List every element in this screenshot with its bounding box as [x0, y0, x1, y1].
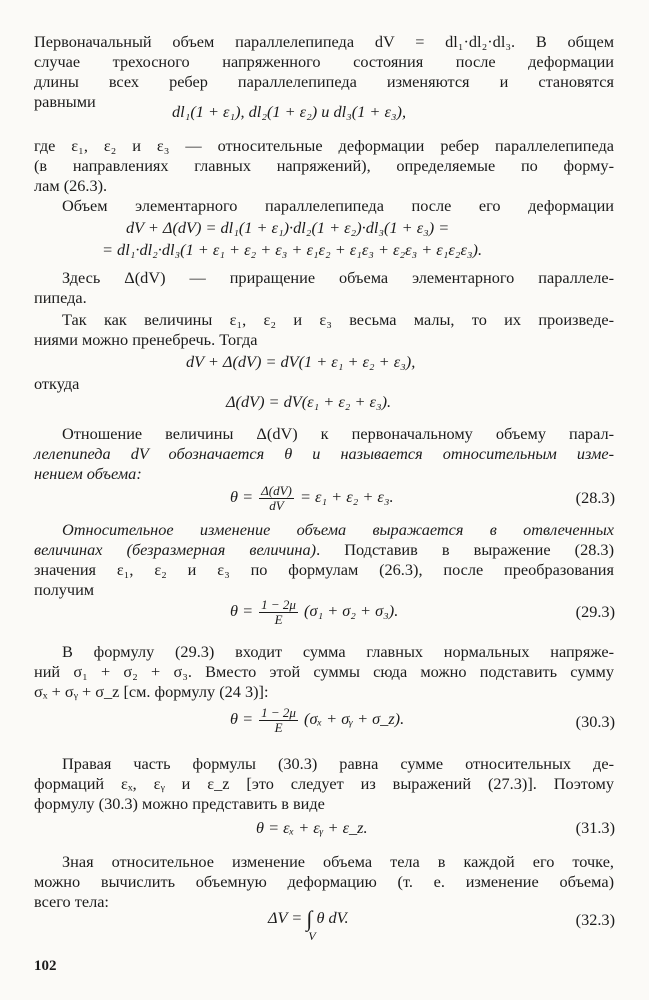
text-line: равными — [34, 92, 96, 111]
fraction — [259, 598, 298, 627]
text-line: ний σ₁ + σ₂ + σ₃. Вместо этой суммы сюда можно подставить сумму — [34, 662, 614, 681]
equation-number: (29.3) — [575, 602, 615, 621]
text-line: Правая часть формулы (30.3) равна сумме относительных де- — [62, 754, 614, 773]
equation-number: (31.3) — [575, 818, 615, 837]
eq-lhs: ΔV = — [268, 908, 303, 927]
integral-domain: V — [308, 929, 316, 944]
text-line: лам (26.3). — [34, 176, 108, 195]
equation-edge-lengths: dl₁(1 + ε₁), dl₂(1 + ε₂) и dl₃(1 + ε₃), — [172, 102, 407, 121]
equation-30-3 — [230, 706, 404, 735]
eq-lhs: θ = — [230, 709, 254, 729]
equation-number: (28.3) — [575, 488, 615, 507]
eq-rhs: (σ₁ + σ₂ + σ₃). — [304, 601, 399, 621]
eq-lhs: θ = — [230, 487, 254, 507]
equation-28-3 — [230, 484, 394, 513]
text-line: формулу (30.3) можно представить в виде — [34, 794, 325, 813]
fraction — [259, 484, 294, 513]
text-line: где ε₁, ε₂ и ε₃ — относительные деформации ребер параллелепипеда — [34, 136, 614, 155]
text-line: Объем элементарного параллелепипеда после его деформации — [62, 196, 614, 215]
text-line: σₓ + σᵧ + σ_z [см. формулу (24 3)]: — [34, 682, 269, 701]
numerator: 1 − 2μ — [261, 597, 296, 612]
text-line: В формулу (29.3) входит сумма главных нормальных напряже- — [62, 642, 614, 661]
text-line: получим — [34, 580, 95, 599]
text-line — [34, 540, 614, 560]
text-line: лелепипеда dV обозначается θ и называется относительным изме- — [34, 444, 614, 463]
equation-29-3 — [230, 598, 398, 627]
text-line: всего тела: — [34, 892, 109, 911]
text-line: длины всех ребер параллелепипеда изменяются и становятся — [34, 72, 614, 91]
integral-symbol: ∫ — [306, 906, 313, 932]
fraction — [259, 706, 298, 735]
text-line: Относительное изменение объема выражается в отвлеченных — [62, 520, 614, 539]
text-span: . Подставив в выражение (28.3) — [316, 540, 614, 559]
eq-rhs: (σₓ + σᵧ + σ_z). — [304, 709, 405, 729]
numerator: 1 − 2μ — [261, 705, 296, 720]
text-line: Зная относительное изменение объема тела в каждой его точке, — [62, 852, 614, 871]
italic-phrase: величинах (безразмерная величина) — [34, 540, 317, 559]
integral-sign — [306, 906, 316, 944]
eq-lhs: θ = — [230, 601, 254, 621]
denominator: dV — [269, 498, 284, 513]
numerator: Δ(dV) — [261, 483, 292, 498]
text-line: пипеда. — [34, 288, 87, 307]
text-line: случае трехосного напряженного состояния после деформации — [34, 52, 614, 71]
equation-32-3 — [268, 906, 349, 944]
page-number: 102 — [34, 958, 57, 974]
text-line: Здесь Δ(dV) — приращение объема элементарного параллеле- — [62, 268, 614, 287]
text-line: нением объема: — [34, 464, 142, 483]
equation-31-3: θ = εₓ + εᵧ + ε_z. — [256, 818, 368, 837]
denominator: E — [274, 612, 283, 627]
text-line: Так как величины ε₁, ε₂ и ε₃ весьма малы, то их произведе- — [62, 310, 614, 329]
text-line: ниями можно пренебречь. Тогда — [34, 330, 258, 349]
text-line: можно вычислить объемную деформацию (т. е. изменение объема) — [34, 872, 614, 891]
text-line: Первоначальный объем параллелепипеда dV = dl₁·dl₂·dl₃. В общем — [34, 32, 614, 51]
equation-volume-2: = dl₁·dl₂·dl₃(1 + ε₁ + ε₂ + ε₃ + ε₁ε₂ + ε₁ε₃ + ε₂ε₃ + ε₁ε₂ε₃). — [102, 240, 483, 259]
equation-volume-1: dV + Δ(dV) = dl₁(1 + ε₁)·dl₂(1 + ε₂)·dl₃(1 + ε₃) = — [126, 218, 450, 237]
equation-delta-dv: Δ(dV) = dV(ε₁ + ε₂ + ε₃). — [226, 392, 392, 411]
eq-rhs: = ε₁ + ε₂ + ε₃. — [299, 487, 394, 507]
text-line: формаций εₓ, εᵧ и ε_z [это следует из выражений (27.3)]. Поэтому — [34, 774, 614, 793]
text-line: откуда — [34, 374, 80, 393]
eq-rhs: θ dV. — [316, 908, 349, 927]
text-line: Отношение величины Δ(dV) к первоначальному объему парал- — [62, 424, 614, 443]
equation-dv: dV + Δ(dV) = dV(1 + ε₁ + ε₂ + ε₃), — [186, 352, 416, 371]
denominator: E — [274, 720, 283, 735]
text-line: (в направлениях главных напряжений), определяемые по форму- — [34, 156, 614, 175]
equation-number: (30.3) — [575, 712, 615, 731]
text-line: значения ε₁, ε₂ и ε₃ по формулам (26.3), после преобразования — [34, 560, 614, 579]
equation-number: (32.3) — [575, 910, 615, 929]
